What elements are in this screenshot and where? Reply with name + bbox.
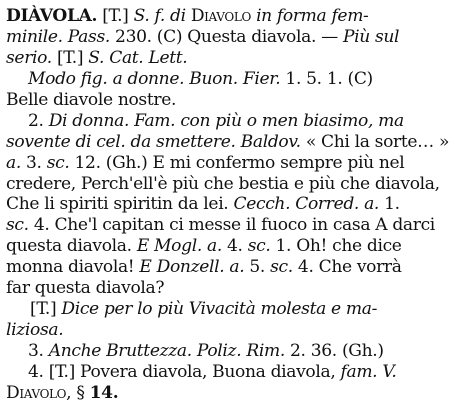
- text-run: 1.: [379, 194, 400, 215]
- text-run: Più sul: [342, 26, 400, 47]
- entry-line: [6, 132, 462, 153]
- entry-line: [6, 362, 462, 383]
- entry-line: [6, 6, 462, 27]
- entry-line: [6, 48, 462, 69]
- text-run: Cecch. Corred. a.: [233, 194, 380, 215]
- text-run: Che li spiriti spiritin da lei.: [6, 194, 234, 215]
- text-run: [T.]: [51, 47, 89, 68]
- entry-line: [6, 215, 462, 236]
- entry-line: [6, 153, 462, 174]
- text-run: minile. Pass.: [6, 26, 110, 47]
- text-run: 230. (C) Questa diavola. —: [109, 26, 343, 47]
- text-run: sc.: [247, 236, 271, 257]
- text-run: 12. (Gh.) E mi confermo sempre più nel: [69, 152, 405, 173]
- text-run: in forma fem-: [250, 6, 369, 26]
- text-run: Diavolo: [190, 6, 251, 26]
- text-run: 2. 36. (Gh.): [284, 341, 384, 361]
- entry-line: [6, 299, 462, 320]
- text-run: 4. Che'l capitan ci messe il fuoco in casa A darci: [28, 215, 435, 236]
- entry-line: [6, 90, 462, 111]
- text-run: sovente di cel. da smettere. Baldov.: [6, 131, 301, 152]
- text-run: Anche Bruttezza. Poliz. Rim.: [48, 341, 285, 361]
- entry-line: [6, 69, 462, 90]
- text-run: sc.: [270, 257, 293, 278]
- text-run: Belle diavole nostre.: [6, 89, 177, 110]
- text-run: 14.: [89, 382, 119, 403]
- text-run: liziosa.: [6, 320, 64, 341]
- text-run: [T.]: [97, 6, 134, 26]
- text-run: fam. V.: [340, 361, 397, 382]
- text-run: questa diavola.: [6, 236, 137, 257]
- text-run: 4.: [221, 236, 248, 257]
- text-run: sc.: [6, 215, 29, 236]
- text-run: [T.]: [30, 299, 62, 320]
- text-run: S. Cat. Lett.: [88, 47, 188, 68]
- text-run: 4. Che vorrà: [292, 257, 402, 278]
- text-run: serio.: [6, 47, 52, 68]
- entry-line: [6, 111, 462, 132]
- text-run: , §: [66, 382, 90, 403]
- text-run: far questa diavola?: [6, 278, 165, 299]
- text-run: a.: [6, 152, 21, 173]
- entry-line: [6, 341, 462, 362]
- text-run: E Mogl. a.: [136, 236, 222, 257]
- text-run: 5.: [244, 257, 271, 278]
- text-run: Di donna. Fam. con più o men biasimo, ma: [48, 110, 404, 131]
- text-run: sc.: [46, 152, 70, 173]
- entry-line: [6, 194, 462, 215]
- text-run: Diavolo: [6, 382, 67, 403]
- text-run: 3.: [20, 152, 47, 173]
- entry-line: [6, 174, 462, 195]
- entry-line: [6, 27, 462, 48]
- text-run: credere, Perch'ell'è più che bestia e più che diavola,: [6, 173, 440, 194]
- text-run: 4. [T.] Povera diavola, Buona diavola,: [28, 361, 341, 382]
- text-run: 1. Oh! che dice: [270, 236, 402, 257]
- text-run: « Chi la sorte… »: [300, 131, 450, 152]
- text-run: 2.: [28, 110, 49, 131]
- entry-line: [6, 383, 462, 404]
- text-run: E Donzell. a.: [139, 257, 245, 278]
- text-run: DIÀVOLA.: [6, 6, 98, 26]
- text-run: monna diavola!: [6, 257, 140, 278]
- text-run: S. f. di: [133, 6, 191, 26]
- text-run: 1. 5. 1. (C): [280, 68, 373, 89]
- text-run: Dice per lo più Vivacità molesta e ma-: [61, 299, 378, 320]
- entry-line: [6, 236, 462, 257]
- text-run: Modo fig. a donne. Buon. Fier.: [28, 68, 281, 89]
- text-run: 3.: [28, 341, 49, 361]
- entry-line: [6, 257, 462, 278]
- entry-line: [6, 278, 462, 299]
- entry-line: [6, 320, 462, 341]
